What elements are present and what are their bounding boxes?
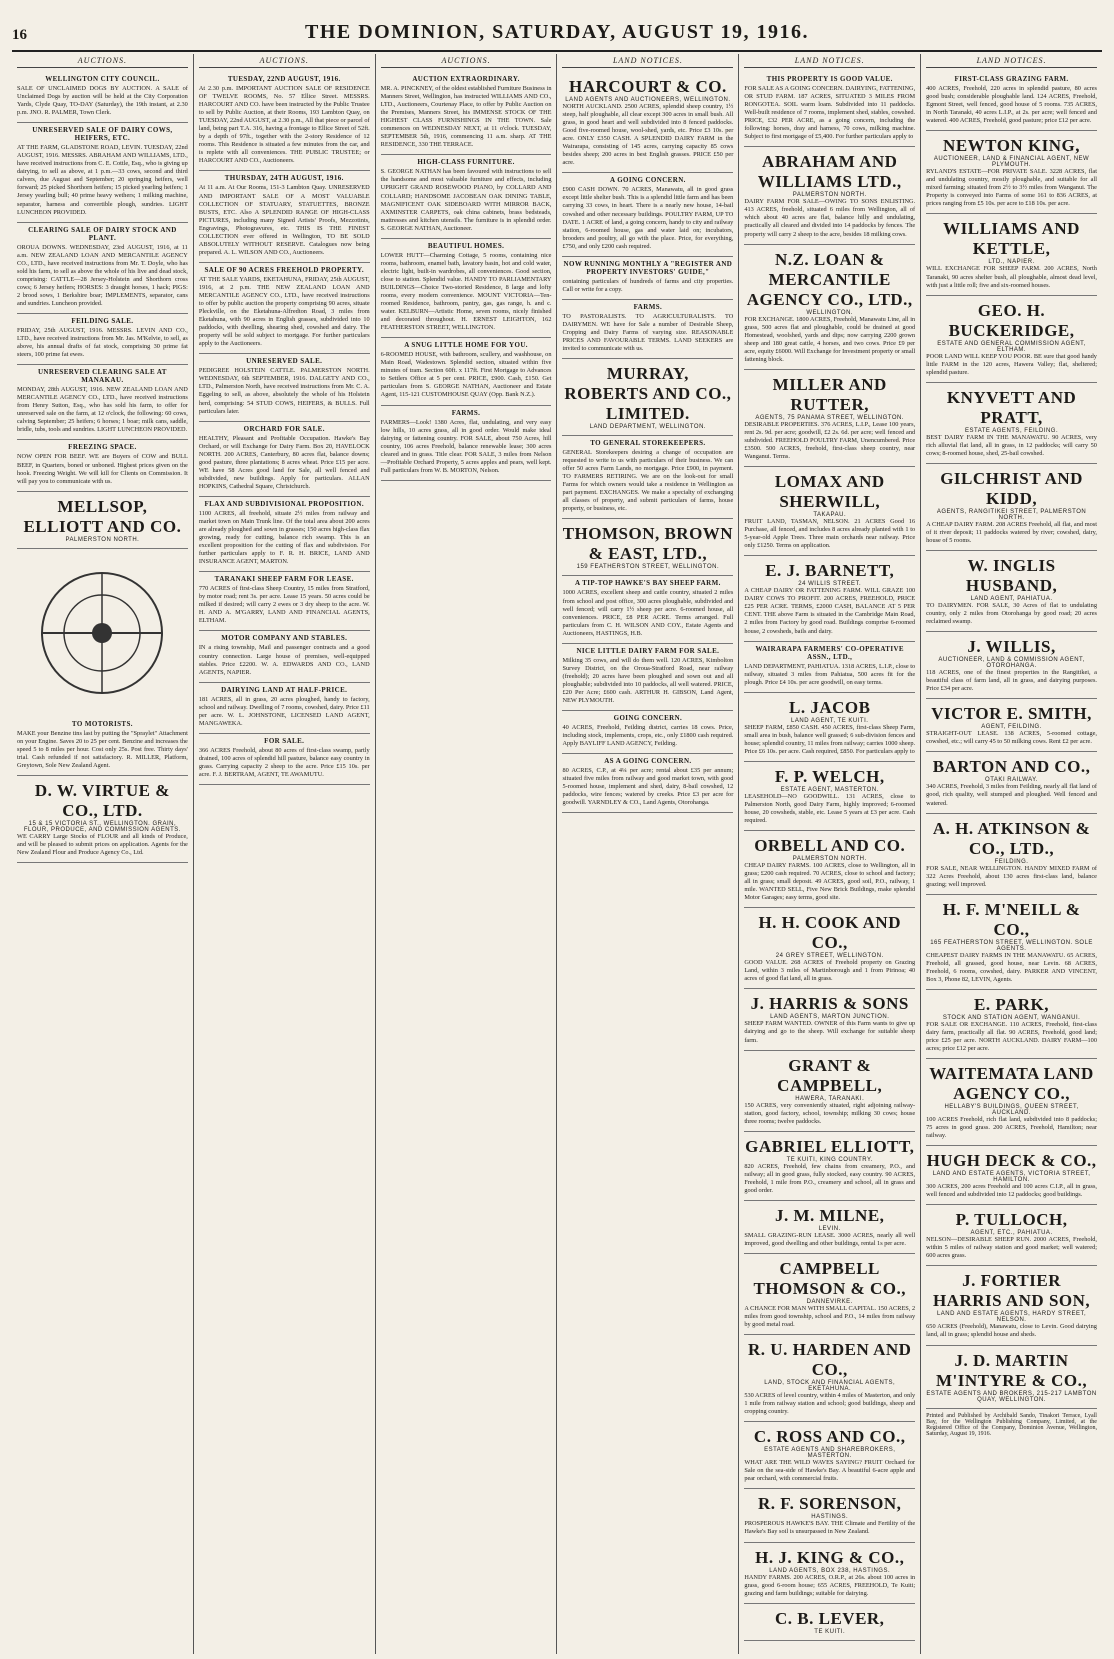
advertiser-name: HUGH DECK & CO.,: [926, 1151, 1097, 1171]
ad-body-text: FOR SALE, NEAR WELLINGTON. HANDY MIXED FARM of 322 Acres Freehold, about 130 acres first-class land, balance grazing; well improved.: [926, 864, 1097, 888]
advertisement: [17, 123, 188, 222]
advertisement: [744, 1201, 915, 1254]
ad-title: SALE OF 90 ACRES FREEHOLD PROPERTY.: [204, 265, 364, 274]
advertisement: [744, 1604, 915, 1641]
ad-body-text: MONDAY, 28th AUGUST, 1916. NEW ZEALAND LOAN AND MERCANTILE AGENCY CO., LTD., have received instructions from Henry Sutton, Esq., who has sold his farm, to offer for unreserved sale on the farm, at 12 o'clock, the following: 60 cows, calving September; 25 heifers; 6 horses; 1 boar; milk cans, saddle, bridle, tubs, tools and sundries. LIGHT LUNCHEON PROVIDED.: [17, 386, 188, 434]
advertisement: [926, 990, 1097, 1059]
ad-title: FOR SALE.: [264, 736, 305, 745]
advertisement: [562, 72, 733, 173]
ad-title: UNRESERVED SALE.: [246, 357, 323, 366]
advertisement: [926, 1059, 1097, 1146]
ad-body-text: RYLAND'S ESTATE—FOR PRIVATE SALE. 3228 ACRES, flat and undulating country, mostly ploughable, and suitable for all mixed farming; situated from 2½ to 3½ miles from Wanganui. The Property is conveyed into Farms of some 161 to 836 ACRES, at prices ranging from £5 10s. per acre to £18 10s. per acre.: [926, 168, 1097, 208]
advertisement: [744, 147, 915, 244]
advertisement: [381, 406, 552, 481]
advertiser-address: LTD., NAPIER.: [988, 259, 1035, 266]
advertiser-address: ESTATE AGENTS AND BROKERS, 215-217 LAMBTON QUAY, WELLINGTON.: [926, 1390, 1097, 1403]
column-5: [739, 54, 921, 1654]
advertisement: [381, 338, 552, 405]
advertisement: [744, 1254, 915, 1335]
ad-body-text: 650 ACRES (Freehold), Manawatu, close to Levin. Good dairying land, all in grass; splendid house and sheds.: [926, 1323, 1097, 1339]
ad-title: WELLINGTON CITY COUNCIL.: [45, 75, 160, 83]
ad-body-text: 530 ACRES of level country, within 4 miles of Masterton, and only 1 mile from railway station and school; good buildings, sheep and cropping country.: [744, 1392, 916, 1416]
ad-body-text: 770 ACRES of first-class Sheep Country, 15 miles from Stratford, by motor road; rent 3s. per acre. Lease 15 years. 50 acres could be milked if desired; will carry 2 ewes or 3 dry sheep to the acre. W. H. AND A. M'GARRY, LAND AND FINANCIAL AGENTS, ELTHAM.: [198, 585, 370, 625]
ad-title: NICE LITTLE DAIRY FARM FOR SALE.: [576, 646, 720, 655]
advertisement: [199, 263, 370, 354]
advertisement: [17, 440, 188, 491]
ad-body-text: HANDY FARMS. 200 ACRES, O.R.P., at 26s. about 100 acres in grass, good 6-room house; 655 ACRES, FREEHOLD, Te Kuiti; grazing and farm buildings; suitable for dairying.: [744, 1573, 916, 1597]
advertisement: [744, 72, 915, 147]
advertiser-name: WAITEMATA LAND AGENCY CO.,: [929, 1064, 1094, 1104]
ad-title: FARMS.: [451, 408, 481, 417]
ad-body-text: IN a rising township, Mail and passenger contracts and a good country connection. Large house of premises, well-equipped stables. Price £2200. W. A. EDWARDS AND CO., LAND AGENTS, NAPIER.: [198, 644, 370, 676]
ad-body-text: PROSPEROUS HAWKE'S BAY. THE Climate and Fertility of the Hawke's Bay soil is unsurpassed in New Zealand.: [744, 1520, 916, 1536]
advertiser-address: FEILDING.: [994, 858, 1029, 865]
ad-body-text: 300 ACRES, 200 acres Freehold and 100 acres C.I.P., all in grass, well fenced and subdivided into 12 paddocks; good buildings.: [926, 1183, 1097, 1199]
advertiser-name: GRANT & CAMPBELL,: [777, 1055, 883, 1095]
ad-body-text: A CHEAP DAIRY OR FATTENING FARM. WILL GRAZE 100 DAIRY COWS TO PROFIT. 200 ACRES, FREEHOLD, PRICE £25 PER ACRE. TERMS, £2000 CASH, BALANCE AT 5 PER CENT. THE above Farm is situated in the Cambridge Main Road, 2 miles from Factory by good road. Buildings comprise 6-roomed house, 2 cowsheds, bails and dairy.: [744, 587, 916, 635]
advertiser-name: H. J. KING & CO.,: [755, 1547, 905, 1567]
advertiser-address: OTAKI RAILWAY.: [985, 777, 1039, 784]
ad-title: FREEZING SPACE.: [68, 443, 137, 452]
advertisement: [562, 754, 733, 813]
advertisement: [744, 1543, 915, 1604]
advertiser-name: VICTOR E. SMITH,: [931, 704, 1092, 724]
column-header: AUCTIONS.: [17, 56, 188, 68]
ad-body-text: 1000 ACRES, excellent sheep and cattle country, situated 2 miles from school and post office, 300 acres ploughable, subdivided and well fenced; will carry 1½ sheep per acre. 6-roomed house, all conveniences. PRICE, £8 PER ACRE. Terms arranged. Full particulars from C. H. WILSON AND COY., Estate Agents and Auctioneers, HASTINGS, H.B.: [562, 589, 734, 637]
advertisement: [199, 354, 370, 421]
ad-body-text: DAIRY FARM FOR SALE—OWING TO SONS ENLISTING. 413 ACRES, freehold, situated 6 miles from Wellington, all of which about 40 acres are flat, balance hilly and undulating, practically all cleared and divided into 14 paddocks by fences. The property will carry 2 sheep to the acre, besides 18 milking cows.: [744, 198, 916, 238]
advertisement: [199, 572, 370, 631]
ad-title: WAIRARAPA FARMERS' CO-OPERATIVE ASSN., LTD.,: [755, 644, 904, 661]
advertiser-address: LAND AGENTS, MARTON JUNCTION.: [770, 1014, 890, 1021]
advertiser-name: GEO. H. BUCKERIDGE,: [948, 300, 1075, 340]
advertisement: [744, 762, 915, 831]
ad-title: A GOING CONCERN.: [609, 176, 686, 185]
ad-body-text: 80 ACRES, C.P., at 4¼ per acre; rental about £35 per annum; situated five miles from railway and good market town, with good 5-roomed house, implement and shed, dairy, 8-bail cowshed, 12 paddocks, wire fences; watered by creeks. Price £3 per acre for goodwill. YARNDLEY & CO., Land Agents, Otorohanga.: [562, 767, 734, 807]
advertiser-name: LOMAX AND SHERWILL,: [774, 472, 885, 512]
advertiser-address: ESTATE AGENTS, FEILDING.: [964, 427, 1059, 434]
advertisement: [744, 370, 915, 467]
ad-body-text: A CHEAP DAIRY FARM. 208 ACRES Freehold, all flat, and most of it river deposit; 11 paddocks watered by river; cowshed, dairy, house of 5 rooms.: [926, 520, 1097, 544]
advertiser-address: 15 & 15 VICTORIA ST., WELLINGTON. GRAIN, FLOUR, PRODUCE, AND COMMISSION AGENTS.: [23, 820, 181, 833]
advertiser-name: N.Z. LOAN & MERCANTILE AGENCY CO., LTD.,: [746, 249, 913, 309]
advertiser-address: 24 WILLIS STREET.: [798, 581, 862, 588]
advertisement: [562, 576, 733, 643]
advertisement: [199, 422, 370, 497]
advertiser-address: TE KUITI, KING COUNTRY.: [786, 1156, 873, 1163]
advertiser-name: J. FORTIER HARRIS AND SON,: [932, 1271, 1091, 1311]
ad-body-text: 820 ACRES, Freehold, few chains from creamery, P.O., and railway; all in good grass, fully stocked, easy country. 90 ACRES, Freehold, 1 mile from P.O., creamery and school, all in grass and good order.: [744, 1162, 916, 1194]
ad-body-text: 40 ACRES, Freehold, Feilding district, carries 18 cows. Price, including stock, implements, crops, etc., only £1800 cash required. Apply BAYLIFF LAND AGENCY, Feilding.: [562, 724, 734, 748]
advertisement: [744, 1422, 915, 1489]
ad-body-text: FOR SALE OR EXCHANGE. 110 ACRES, Freehold, first-class dairy farm, practically all flat. 90 ACRES, Freehold, good land; price £25 per acre. NORTH AUCKLAND. DAIRY FARM—100 acres; price £12 per acre.: [926, 1020, 1097, 1053]
ad-body-text: At 2.30 p.m. IMPORTANT AUCTION SALE OF RESIDENCE OF TWELVE ROOMS, No. 57 Ellice Street. MESSRS. HARCOURT AND CO. have been instructed by the Public Trustee to sell by Public Auction, at their Rooms, 193 Lambton Quay, on TUESDAY, 22nd AUGUST, at 2.30 p.m., All that piece or parcel of land, being part T.A. 316, having a frontage to Ellice Street of 52ft. by a depth of 97ft., together with the 2-story Residence of 12 rooms. This Residence is situated a few minutes from the car, and is replete with all conveniences. THE PUBLIC TRUSTEE; or HARCOURT AND CO., Auctioneers.: [198, 85, 370, 165]
spraylet-illustration: [17, 553, 188, 713]
ad-body-text: POOR LAND WILL KEEP YOU POOR. BE sure that good handy little FARM in the 120 acres, Hawera Valley; flat, sheltered; splendid pasture.: [926, 352, 1097, 376]
advertisement: [562, 519, 733, 576]
ad-title: MOTOR COMPANY AND STABLES.: [221, 634, 348, 643]
advertiser-address: STOCK AND STATION AGENT, WANGANUI.: [942, 1014, 1081, 1021]
column-1: [12, 54, 194, 1654]
advertisement: [562, 257, 733, 300]
advertiser-address: LAND AGENT, TE KUITI.: [791, 717, 869, 724]
column-header: LAND NOTICES.: [744, 56, 915, 68]
ad-body-text: NELSON—DESIRABLE SHEEP RUN. 2000 ACRES, Freehold, within 5 miles of railway station and good market; well watered; 600 acres grass.: [926, 1236, 1097, 1260]
ad-body-text: CHEAP DAIRY FARMS. 100 ACRES, close to Wellington, all in grass; £200 cash required. 70 ACRES, close to school and factory; all in grass; small deposit. 49 ACRES, good soil, P.O., railway, 1 mile. WANTED SELL, Five New Brick Buildings, make splendid Motor Garages; easy terms, good site.: [744, 862, 916, 902]
ad-body-text: 400 ACRES, Freehold, 220 acres in splendid pasture, 80 acres good bush; considerable ploughable land. 124 ACRES, Freehold, Egmont Street, well fenced, good house of 5 rooms. 735 ACRES, in North Taranaki, 40 acres L.I.P., at 2s. per acre; well fenced and watered. 400 ACRES, Freehold, good pasture; price £12 per acre.: [926, 85, 1097, 125]
ad-body-text: 366 ACRES Freehold, about 80 acres of first-class swamp, partly drained, 100 acres of splendid hill pasture, balance easy country in grass. Carrying capacity 2 sheep to the acre. Price £15 10s. per acre. F. J. BERTRAM, AGENT, TE AWAMUTU.: [198, 746, 370, 778]
ad-body-text: HEALTHY, Pleasant and Profitable Occupation. Hawke's Bay Orchard, or will Exchange for Dairy Farm. Box 20, HAVELOCK NORTH. 200 ACRES, Canterbury, 80 acres flat, balance downs; good pasture, three plantations; 8 acres wheat. Price £15 per acre. WE have 58 Acres good land for Sale, all well fenced and subdivided, new buildings. Apply for particulars. ALLAN HOPKINS, Cathedral Square, Christchurch.: [198, 434, 370, 490]
advertisement: [381, 72, 552, 155]
ad-body-text: NOW OPEN FOR BEEF. WE are Buyers of COW and BULL BEEF, in Quarters, boned or unboned. Highest prices given on the hook. Freezing Weight. We will kill for Clients on Commission. It will pay you to communicate with us.: [17, 453, 188, 485]
ad-body-text: STRAIGHT-OUT LEASE. 138 ACRES, 5-roomed cottage, cowshed, etc.; will carry 45 to 50 milking cows. Rent £2 per acre.: [926, 730, 1097, 746]
advertiser-address: ESTATE AND GENERAL COMMISSION AGENT, ELTHAM.: [937, 340, 1086, 353]
ad-title: NOW RUNNING MONTHLY A "REGISTER AND PROPERTY INVESTORS' GUIDE,": [563, 259, 733, 276]
advertiser-name: C. B. LEVER,: [775, 1608, 885, 1628]
advertiser-name: GILCHRIST AND KIDD,: [940, 468, 1083, 508]
column-3: [376, 54, 558, 1654]
advertiser-address: 24 GREY STREET, WELLINGTON.: [775, 953, 884, 960]
ad-body-text: A CHANCE FOR MAN WITH SMALL CAPITAL. 150 ACRES, 2 miles from good township, school and P.O., 14 miles from railway by good metal road.: [744, 1305, 916, 1329]
advertiser-name: J. WILLIS,: [967, 637, 1056, 657]
advertiser-name: NEWTON KING,: [943, 136, 1081, 156]
advertiser-name: E. PARK,: [974, 994, 1050, 1014]
advertiser-name: J. HARRIS & SONS: [750, 994, 909, 1014]
advertiser-address: LAND AND ESTATE AGENTS, VICTORIA STREET, HAMILTON.: [932, 1171, 1091, 1184]
ad-body-text: NORTH AUCKLAND. 2500 ACRES, splendid sheep country, 1½ steep, half ploughable, all clear except 300 acres in small bush. All grass, in good heart and well subdivided into 8 fenced paddocks. Good five-roomed house, wool-shed, yards, etc. Price £3 10s. per acre. ONLY £350 CASH. A SPLENDID DAIRY FARM in the Wairarapa, consisting of 145 acres, carrying capacity 85 cows besides sheep; 200 acres in best English grasses. PRICE £50 per acre.: [562, 103, 734, 167]
advertiser-address: TE KUITI.: [814, 1628, 846, 1635]
ad-body-text: FARMERS—Look! 1380 Acres, flat, undulating, and very easy low hills, 10 acres grass, all in good order. Would make ideal dairying or fattening country. FOR SALE, about 750 Acres, hill country, 106 acres Freehold, balance renewable lease; 300 acres cleared and in grass. Title clear. FOR SALE, 3 miles from Nelson—Profitable Orchard Property, 5 acres apples and pears, well kept. Full particulars from W. B. MORTON, Nelson.: [380, 418, 552, 474]
advertiser-name: P. TULLOCH,: [955, 1210, 1068, 1230]
ad-title: TARANAKI SHEEP FARM FOR LEASE.: [214, 575, 354, 584]
ad-title: AS A GOING CONCERN.: [604, 757, 692, 766]
ad-body-text: GOOD VALUE. 268 ACRES of Freehold property on Grazing Land, within 3 miles of Martinborough and 1 from Pirinoa; 40 acres of good flat land, all in grass.: [744, 959, 916, 983]
advertiser-address: 165 FEATHERSTON STREET, WELLINGTON. SOLE AGENTS.: [930, 939, 1093, 952]
advertiser-address: LAND AND ESTATE AGENTS, HARDY STREET, NELSON.: [936, 1311, 1087, 1324]
advertisement: [926, 632, 1097, 699]
ad-body-text: £900 CASH DOWN. 70 ACRES, Manawatu, all in good grass except little shelter bush. This is a splendid little farm and has been carrying 33 cows, in heart. There is a nearly new house, 14-bail cowshed and other necessary buildings. POULTRY FARM, UP TO DATE. 1 ACRE of land, a going concern, handy to city and railway station, 6-roomed house, gas and water laid on; incubators, brooders and poultry, all go with the place. Price, for everything, £750, and only £200 cash required.: [562, 186, 734, 250]
advertiser-name: MURRAY, ROBERTS AND CO., LIMITED.: [564, 364, 732, 424]
advertiser-address: 159 FEATHERSTON STREET, WELLINGTON.: [576, 564, 720, 571]
ad-body-text: WILL EXCHANGE FOR SHEEP FARM. 200 ACRES, North Taranaki, 90 acres shelter bush, all ploughable, almost dead level, with just a little roll; five and six-roomed houses.: [926, 265, 1097, 289]
advertiser-address: AGENTS, 75 PANAMA STREET, WELLINGTON.: [755, 414, 905, 421]
advertisement: [17, 492, 188, 549]
advertisement: [926, 752, 1097, 813]
advertisement: [17, 223, 188, 314]
advertiser-address: AUCTIONEER, LAND & COMMISSION AGENT, OTOROHANGA.: [938, 657, 1085, 670]
ad-title: AUCTION EXTRAORDINARY.: [412, 75, 520, 83]
ad-body-text: SHEEP FARM WANTED. OWNER of this Farm wants to give up dairying and go to the sheep. Will exchange for suitable sheep farm.: [744, 1020, 916, 1044]
ad-title: UNRESERVED CLEARING SALE AT MANAKAU.: [37, 368, 167, 385]
column-2: [194, 54, 376, 1654]
ad-body-text: LOWER HUTT—Charming Cottage, 5 rooms, containing nice rooms, bathroom, enamel bath, lavatory basin, hot and cold water, electric light, built-in wardrobes, all conveniences. Good section, close to station. Splendid value. HANDY TO PARLIAMENTARY BUILDINGS—Choice Two-storied Residence, 8 large and lofty rooms, every modern convenience. MOUNT VICTORIA—Ten-roomed Residence, bathroom, pantry, gas, gas range, h. and c. water. KELBURN—Artistic Home, seven rooms, nicely finished and decorated throughout. H. ERNEST LEIGHTON, 162 FEATHERSTON STREET, WELLINGTON.: [380, 251, 552, 332]
ad-body-text: AT THE FARM, GLADSTONE ROAD, LEVIN. TUESDAY, 22nd AUGUST, 1916. MESSRS. ABRAHAM AND WILLIAMS, LTD., have received instructions from C. E. Cottle, Esq., who is giving up dairying, to sell as above, at 1 p.m.—33 cows, second and third calvers, due August and September; 20 springing heifers, well forward; 25 picked Shorthorn heifers; 15 picked yearling heifers; 1 Jersey yearling bull; 40 prime heavy wethers; 1 milking machine, separator, harness and convertible plough, sundries. LIGHT LUNCHEON PROVIDED.: [17, 144, 188, 216]
advertiser-address: DANNEVIRKE.: [806, 1299, 853, 1305]
ad-body-text: LAND DEPARTMENT, PAHIATUA. 1318 ACRES, L.I.P., close to railway, situated 3 miles from Pahiatua, 500 acres fit for the plough. Price £4 10s. per acre goodwill, on easy terms.: [744, 662, 916, 686]
ad-title: CLEARING SALE OF DAIRY STOCK AND PLANT.: [28, 225, 177, 242]
ad-body-text: DESIRABLE PROPERTIES. 376 ACRES, L.I.P., Lease 100 years, rent 2s. 9d. per acre; goodwill, £2 2s. 6d. per acre; well fenced and subdivided. FREEHOLD POULTRY FARM, Unencumbered. Price £3500. 500 ACRES, freehold, first-class sheep country, near Wanganui. Terms.: [744, 420, 916, 461]
advertiser-name: W. INGLIS HUSBAND,: [965, 556, 1058, 596]
ad-title: A SNUG LITTLE HOME FOR YOU.: [404, 341, 528, 350]
advertiser-name: WILLIAMS AND KETTLE,: [943, 219, 1080, 259]
advertiser-address: PALMERSTON NORTH.: [792, 192, 867, 199]
advertisement: [199, 734, 370, 785]
advertisement: [381, 239, 552, 338]
advertiser-address: TAKAPAU.: [813, 512, 847, 519]
advertisement: [744, 989, 915, 1050]
ad-title: A TIP-TOP HAWKE'S BAY SHEEP FARM.: [575, 579, 721, 588]
advertiser-address: ESTATE AGENTS AND SHAREBROKERS, MASTERTON.: [764, 1447, 896, 1460]
advertisement: [926, 699, 1097, 752]
ad-body-text: MAKE your Benzine tins last by putting the "Spraylet" Attachment on your Engine. Saves 20 to 25 per cent. Benzine and increases the speed 5 to 8 miles per hour. Cost only 25s. Post free. Thirty days' trial. Cash refunded if not satisfactory. R. MILLER, Platform, Greytown, Sole New Zealand Agent.: [17, 729, 188, 769]
ad-title: DAIRYING LAND AT HALF-PRICE.: [221, 685, 348, 694]
advertisement: [562, 173, 733, 256]
advertisement: [926, 1266, 1097, 1345]
advertisement: [562, 359, 733, 436]
advertiser-address: HASTINGS.: [811, 1514, 849, 1521]
advertiser-address: LAND DEPARTMENT, WELLINGTON.: [589, 424, 707, 431]
advertiser-name: C. ROSS AND CO.,: [753, 1427, 906, 1447]
advertiser-address: LAND AGENTS AND AUCTIONEERS, WELLINGTON.: [565, 97, 731, 103]
advertisement: [926, 814, 1097, 895]
advertiser-name: H. H. COOK AND CO.,: [758, 913, 901, 953]
ad-body-text: TO PASTORALISTS. TO AGRICULTURALISTS. TO DAIRYMEN. WE have for Sale a number of Desirable Sheep, Cropping and Dairy Farms of varying size. REASONABLE PRICES AND FAVOURABLE TERMS. LAND SEEKERS are invited to communicate with us.: [562, 312, 734, 353]
advertisement: [926, 1205, 1097, 1266]
masthead: [12, 0, 1102, 52]
ad-body-text: SALE OF UNCLAIMED DOGS BY AUCTION. A SALE of Unclaimed Dogs by auction will be held at the City Corporation Yards, Clyde Quay, TO-DAY (Saturday), the 19th instant, at 2.30 p.m. JNO. R. PALMER, Town Clerk.: [17, 85, 188, 117]
ad-body-text: 6-ROOMED HOUSE, with bathroom, scullery, and washhouse, on Main Road, Wadestown. Splendid section, situated within five minutes of tram. Section 60ft. x 117ft. First Mortgage to Advances to Settlers Office at 5 per cent. PRICE, £900. Cash, £150. Get particulars from S. GEORGE NATHAN, Auctioneer and Estate Agent, 115-121 CUSTOMHOUSE QUAY (Opp. Bank N.Z.).: [380, 351, 552, 399]
ad-body-text: 118 ACRES, one of the finest properties in the Rangitikei, a beautiful class of farm land, all in grass, and dairying purposes. Price £34 per acre.: [926, 669, 1097, 693]
ad-title: TO MOTORISTS.: [71, 719, 133, 728]
ad-body-text: Milking 35 cows, and will do them well. 120 ACRES, Kimbolton Survey District, on the Oroua-Stratford Road, near railway (freehold); 20 acres have been ploughed and sown out and all ploughable; subdivided into 10 paddocks, all well watered. PRICE, £20 Per Acre; £600 cash. ARTHUR H. GIBSON, Land Agent, NEW PLYMOUTH.: [562, 656, 734, 704]
column-header: AUCTIONS.: [381, 56, 552, 68]
advertisement: [744, 245, 915, 370]
page-number: 16: [12, 27, 27, 43]
advertiser-name: ORBELL AND CO.: [754, 836, 906, 856]
advertiser-name: H. F. M'NEILL & CO.,: [942, 899, 1081, 939]
advertiser-address: PALMERSTON NORTH.: [65, 536, 140, 543]
advertisement: [744, 642, 915, 693]
advertiser-name: MILLER AND RUTTER,: [772, 374, 887, 414]
advertisement: [199, 497, 370, 572]
ad-body-text: WHAT ARE THE WILD WAVES SAYING? FRUIT Orchard for Sale on the sea-side of Hawke's Bay. A beautiful 6-acre apple and pear orchard, with commercial fruits.: [744, 1459, 916, 1483]
advertisement: [926, 1346, 1097, 1409]
column-header: AUCTIONS.: [199, 56, 370, 68]
ad-title: FARMS.: [633, 302, 663, 311]
advertiser-name: R. F. SORENSON,: [758, 1494, 902, 1514]
ad-title: TO GENERAL STOREKEEPERS.: [590, 439, 706, 448]
advertiser-name: D. W. VIRTUE & CO., LTD.: [34, 780, 170, 820]
advertisement: [562, 436, 733, 519]
ad-body-text: LEASEHOLD—NO GOODWILL. 131 ACRES, close to Palmerston North, good Dairy Farm, highly improved; 6-roomed house, 20 cowsheds, stable, etc. Lease 5 years at £3 per acre. Cash required.: [744, 792, 916, 825]
ad-title: FIRST-CLASS GRAZING FARM.: [954, 75, 1069, 83]
ad-title: FEILDING SALE.: [71, 316, 134, 325]
ad-body-text: PEDIGREE HOLSTEIN CATTLE. PALMERSTON NORTH. WEDNESDAY, 6th SEPTEMBER, 1916. DALGETY AND CO., LTD., Palmerston North, have received instructions from Mr. C. A. Eggeling to sell, as above, absolutely the whole of his Holstein herd, comprising: 54 STUD COWS, HEIFERS, & BULLS. Full particulars later.: [198, 367, 370, 415]
ad-body-text: WE CARRY Large Stocks of FLOUR and all kinds of Produce, and will be pleased to submit prices on application. Agents for the New Zealand Flour and Produce Agency Co., Ltd.: [17, 832, 188, 856]
advertiser-address: LAND AGENTS, BOX 238, HASTINGS.: [769, 1567, 891, 1574]
advertisement: [17, 717, 188, 776]
advertiser-name: E. J. BARNETT,: [765, 561, 895, 581]
ad-body-text: FOR EXCHANGE. 1800 ACRES, Freehold, Manawatu Line, all in grass, 500 acres flat and ploughable, could be drained at good Homestead, woolshed, yards and dips; now carrying 2200 grown sheep and 180 great cattle, 4 horses, and two cows. Price £9 per acre, equity £6000. Will Exchange for Investment property or small fattening block.: [744, 315, 916, 363]
advertiser-name: ABRAHAM AND WILLIAMS LTD.,: [757, 152, 902, 192]
ad-body-text: 100 ACRES Freehold, rich flat land, subdivided into 8 paddocks; 75 acres in good grass. 200 ACRES, Freehold, Hamilton; near railway.: [926, 1116, 1097, 1140]
ad-body-text: 150 ACRES, very conveniently situated, right adjoining railway-station, good factory, school, township; milking 30 cows; house three rooms; twelve paddocks.: [744, 1101, 916, 1125]
ad-body-text: 340 ACRES, Freehold, 3 miles from Feilding, nearly all flat land of good, rich quality, well stumped and ploughed. Well fenced and watered.: [926, 783, 1097, 807]
advertisement: [926, 551, 1097, 632]
advertisement: [381, 155, 552, 238]
ad-title: ORCHARD FOR SALE.: [243, 424, 325, 433]
advertisement: [926, 214, 1097, 295]
column-4: [557, 54, 739, 1654]
advertiser-name: BARTON AND CO.,: [932, 757, 1091, 777]
ad-title: BEAUTIFUL HOMES.: [427, 241, 505, 250]
advertiser-name: MELLSOP, ELLIOTT AND CO.: [23, 496, 182, 536]
column-6: [921, 54, 1102, 1654]
advertisement: [17, 72, 188, 123]
advertiser-name: KNYVETT AND PRATT,: [946, 387, 1077, 427]
advertisement: [926, 296, 1097, 383]
advertisement: [17, 314, 188, 365]
advertisement: [17, 776, 188, 863]
advertiser-address: PALMERSTON NORTH.: [792, 856, 867, 863]
advertiser-name: J. M. MILNE,: [775, 1205, 885, 1225]
newspaper-title: THE DOMINION, SATURDAY, AUGUST 19, 1916.: [305, 21, 809, 43]
advertisement: [199, 72, 370, 171]
ad-body-text: AT THE SALE YARDS, EKETAHUNA, FRIDAY, 25th AUGUST, 1916, at 2 p.m. THE NEW ZEALAND LOAN AND MERCANTILE AGENCY CO., LTD., have received instructions to offer by public auction the property comprising 90 acres, situate Pleckville, on the Eketahuna-Alfredton Road, 3 miles from Eketahuna, with 90 acres in English grasses, subdivided into 10 paddocks, with dwelling, shearing shed, cowshed and dairy. The property will be sold subject to mortgage. For further particulars apply to the Auctioneers.: [198, 275, 370, 348]
advertiser-name: THOMSON, BROWN & EAST, LTD.,: [562, 524, 734, 564]
advertiser-address: WELLINGTON.: [806, 309, 854, 316]
ad-body-text: SMALL GRAZING-RUN LEASE. 3000 ACRES, nearly all well improved, good dwelling and other buildings, rental 1s per acre.: [744, 1231, 916, 1247]
advertiser-name: L. JACOB: [788, 697, 871, 717]
advertiser-name: F. P. WELCH,: [774, 766, 885, 786]
ad-body-text: GENERAL Storekeepers desiring a change of occupation are requested to write to us with particulars of their business. We can offer 50 acres Farm Lands, no mortgage. Price £900, in payment. TO FARMERS RETIRING. We are on the look-out for small Farms for which owners would take a residence in Wellington as part payment. EXCHANGES. We make a specialty of exchanging all classes of property, and submit particulars of farms, house property, or business, etc.: [562, 449, 734, 513]
advertisement: [744, 908, 915, 989]
advertisement: [744, 1489, 915, 1542]
ad-body-text: 181 ACRES, all in grass, 20 acres ploughed, handy to factory, school and railway. Dwelling of 7 rooms, cowshed, dairy. Price £11 per acre. W. L. JOHNSTONE, LICENSED LAND AGENT, MANGAWEKA.: [198, 695, 370, 727]
advertiser-name: GABRIEL ELLIOTT,: [745, 1136, 915, 1156]
advertisement: [562, 644, 733, 711]
advertiser-address: HELLABY'S BUILDINGS, QUEEN STREET, AUCKLAND.: [944, 1104, 1079, 1117]
ad-body-text: TO DAIRYMEN. FOR SALE, 30 Acres of flat to undulating country, only 2 miles from Otorohanga by good road; 20 acres reclaimed swamp.: [926, 602, 1097, 626]
advertisement: [199, 631, 370, 682]
advertiser-address: LEVIN.: [818, 1225, 841, 1232]
advertiser-address: HAWERA, TARANAKI.: [795, 1095, 865, 1102]
ad-title: GOING CONCERN.: [613, 714, 683, 723]
advertisement: [926, 383, 1097, 464]
advertisement: [926, 131, 1097, 214]
column-header: LAND NOTICES.: [562, 56, 733, 68]
ad-body-text: containing particulars of hundreds of farms and city properties. Call or write for a copy.: [562, 277, 734, 293]
advertiser-name: R. U. HARDEN AND CO.,: [748, 1340, 912, 1380]
advertiser-address: AGENT, ETC., PAHIATUA.: [970, 1230, 1053, 1237]
ad-body-text: S. GEORGE NATHAN has been favoured with instructions to sell the handsome and most valuable furniture and effects, including UPRIGHT GRAND ROSEWOOD PIANO, by COLLARD AND COLLARD; HANDSOME JACOBEAN OAK DINING TABLE, MAGNIFICENT OAK SIDEBOARD WITH MIRROR BACK, AXMINSTER CARPETS, oak china cabinets, brass bedsteads, mattresses and kitchen utensils. The furniture is in splendid order. S. GEORGE NATHAN, Auctioneer.: [380, 168, 552, 232]
advertisement: [744, 831, 915, 908]
advertisement: [926, 895, 1097, 990]
advertisement: [744, 1132, 915, 1201]
advertisement: [17, 365, 188, 440]
advertiser-name: CAMPBELL THOMSON & CO.,: [753, 1259, 906, 1298]
ad-body-text: FRUIT LAND, TASMAN, NELSON. 21 ACRES Good 16 Purchase, all fenced, and includes 8 acres already planted with 1 to 5-year-old Apple Trees. Three main orchards near railway. Price only £1250. Terms on application.: [744, 518, 916, 550]
advertiser-address: AGENT, FEILDING.: [981, 724, 1042, 731]
ad-body-text: SHEEP FARM, £850 CASH. 450 ACRES, first-class Sheep Farm, small area in bush, balance well grassed; 6 sub-division fences and house; splendid country, 11 miles from railway; carries 1000 sheep. Price £6 10s. per acre. Cash required, £850. For particulars apply to: [744, 723, 916, 755]
advertiser-address: LAND AGENT, PAHIATUA.: [970, 596, 1053, 603]
advertiser-address: LAND, STOCK AND FINANCIAL AGENTS, EKETAHUNA.: [764, 1380, 896, 1393]
ad-title: TUESDAY, 22ND AUGUST, 1916.: [227, 75, 341, 83]
ad-title: HIGH-CLASS FURNITURE.: [417, 158, 515, 167]
advertisement: [926, 1146, 1097, 1205]
ad-title: UNRESERVED SALE OF DAIRY COWS, HEIFERS, ETC.: [32, 126, 173, 143]
advertisement: [926, 72, 1097, 131]
advertisement: [744, 1051, 915, 1132]
imprint-footer: Printed and Published by Archibald Sando, Tinakori Terrace, Lyall Bay, for the Wellington Publishing Company, Limited, at the Registered Office of the Company, Dominion Avenue, Wellington, Saturday, August 19, 1916.: [926, 1412, 1097, 1437]
advertiser-address: AGENTS, RANGITIKEI STREET, PALMERSTON NORTH.: [936, 508, 1087, 521]
advertisement: [744, 467, 915, 556]
columns: [12, 54, 1102, 1654]
ad-title: THURSDAY, 24TH AUGUST, 1916.: [224, 174, 344, 183]
advertisement: [744, 556, 915, 641]
advertisement: [199, 171, 370, 262]
advertiser-address: AUCTIONEER, LAND & FINANCIAL AGENT, NEW PLYMOUTH.: [933, 156, 1090, 169]
ad-title: THIS PROPERTY IS GOOD VALUE.: [766, 75, 893, 83]
advertiser-name: HARCOURT & CO.: [569, 77, 727, 96]
advertisement: [926, 464, 1097, 551]
advertisement: [744, 693, 915, 762]
advertiser-name: J. D. MARTIN M'INTYRE & CO.,: [936, 1350, 1088, 1390]
column-header: LAND NOTICES.: [926, 56, 1097, 68]
advertisement: [199, 683, 370, 734]
advertisement: [562, 711, 733, 754]
ad-body-text: 1100 ACRES, all freehold, situate 2½ miles from railway and market town on Main Trunk line. Of the total area about 200 acres are already ploughed and sown in grasses; 150 acres high-class flax growing, ready for cutting, balance rich swamp. This is an excellent proposition for the cutting of flax and subdivision. For further particulars apply to F. R. H. BRICE, LAND AND INSURANCE AGENT, MARTON.: [198, 509, 370, 566]
ad-title: FLAX AND SUBDIVISIONAL PROPOSITION.: [204, 499, 364, 508]
ad-body-text: At 11 a.m. At Our Rooms, 151-3 Lambton Quay. UNRESERVED AND IMPORTANT SALE OF A MOST VALUABLE COLLECTION OF STATUARY, STATUETTES, BRONZE BUSTS, ETC. Also A SPLENDID RANGE OF HIGH-CLASS PICTURES, including many Signed Artists' Proofs, Mezzotints, Engravings, Photogravures, etc. THIS IS THE FINEST COLLECTION ever offered in Wellington, TO BE SOLD ABSOLUTELY WITHOUT RESERVE. Catalogues now being prepared. A. L. WILSON AND CO., Auctioneers.: [198, 184, 370, 256]
ad-body-text: MR. A. PINCKNEY, of the oldest established Furniture Business in Manners Street, Wellington, has instructed WILLIAMS AND CO., LTD., Auctioneers, Courtenay Place, to offer by Public Auction on the Premises, Manners Street, his IMMENSE STOCK OF THE HIGHEST CLASS FURNISHINGS IN THE TOWN. Sale commences on WEDNESDAY NEXT, at 11 o'clock. TUESDAY, SEPTEMBER 5th, 1916, commencing 11 a.m. sharp. AT THE RESIDENCE, 330 THE TERRACE.: [380, 85, 552, 149]
ad-body-text: OROUA DOWNS. WEDNESDAY, 23rd AUGUST, 1916, at 11 a.m. NEW ZEALAND LOAN AND MERCANTILE AGENCY CO., LTD., have received instructions from Mr. T. Doyle, who has sold his farm, to sell as above the whole of his live and dead stock, comprising: CATTLE—28 Jersey-Holstein and Shorthorn cross cows; 6 Jersey heifers; HORSES: 3 draught horses, 1 hack; PIGS: 2 brood sows, 1 Berkshire boar; IMPLEMENTS, separator, cans and sundries. Luncheon provided.: [17, 243, 188, 307]
advertiser-address: ESTATE AGENT, MASTERTON.: [780, 786, 879, 793]
advertiser-name: A. H. ATKINSON & CO., LTD.,: [932, 818, 1091, 858]
ad-body-text: FOR SALE AS A GOING CONCERN. DAIRYING, FATTENING, OR STUD FARM. 187 ACRES, SITUATED 3 MILES FROM RONGOTEA. SOIL warm loam. Subdivided into 11 paddocks. Well-built residence of 7 rooms, implement shed, stables, cowshed. PRICE, £32 PER ACRE, as a going concern, including the following: horses, dray and harness, 70 cows, milking machine. Subject to first mortgage of £5,400. For further particulars apply to: [744, 85, 916, 141]
advertisement: [744, 1335, 915, 1422]
ad-body-text: FRIDAY, 25th AUGUST, 1916. MESSRS. LEVIN AND CO., LTD., have received instructions from Mr. Jas. M'Kelvie, to sell, as above, his annual drafts of fat stock, comprising 30 prime fat steers, 100 prime fat ewes.: [17, 326, 188, 359]
ad-body-text: CHEAPEST DAIRY FARMS IN THE MANAWATU. 65 ACRES, Freehold, all grassed, good house, near Levin. 68 ACRES, Freehold, 6 rooms, cowshed, dairy. PARKER AND VINCENT, Box 3, Phone 82, LEVIN, Agents.: [926, 951, 1097, 983]
ad-body-text: BEST DAIRY FARM IN THE MANAWATU. 90 ACRES, very rich alluvial flat land, all in grass, in 12 paddocks; will carry 50 cows; 8-roomed house, shed, 25-bail cowshed.: [926, 433, 1097, 457]
advertisement: [562, 300, 733, 359]
